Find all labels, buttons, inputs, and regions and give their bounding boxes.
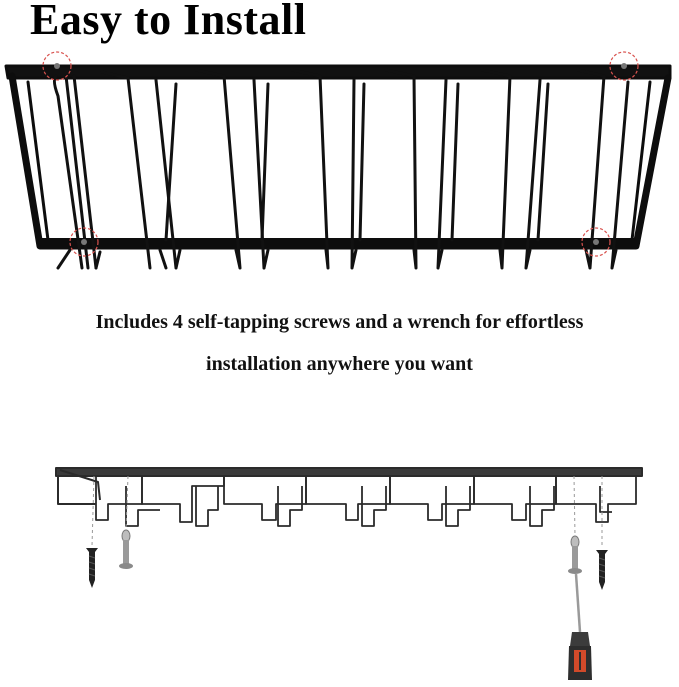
side-rack-slots bbox=[96, 476, 636, 526]
page-title: Easy to Install bbox=[30, 0, 307, 44]
screw-left-silver-icon bbox=[119, 530, 133, 569]
caption-line-1: Includes 4 self-tapping screws and a wrench for effortless bbox=[95, 311, 584, 333]
screw-right-silver-icon bbox=[568, 536, 582, 574]
caption-line-2: installation anywhere you want bbox=[206, 353, 473, 375]
screw-left-black-icon bbox=[86, 548, 98, 588]
screw-right-black-icon bbox=[596, 550, 608, 590]
screwdriver-icon bbox=[568, 574, 592, 680]
